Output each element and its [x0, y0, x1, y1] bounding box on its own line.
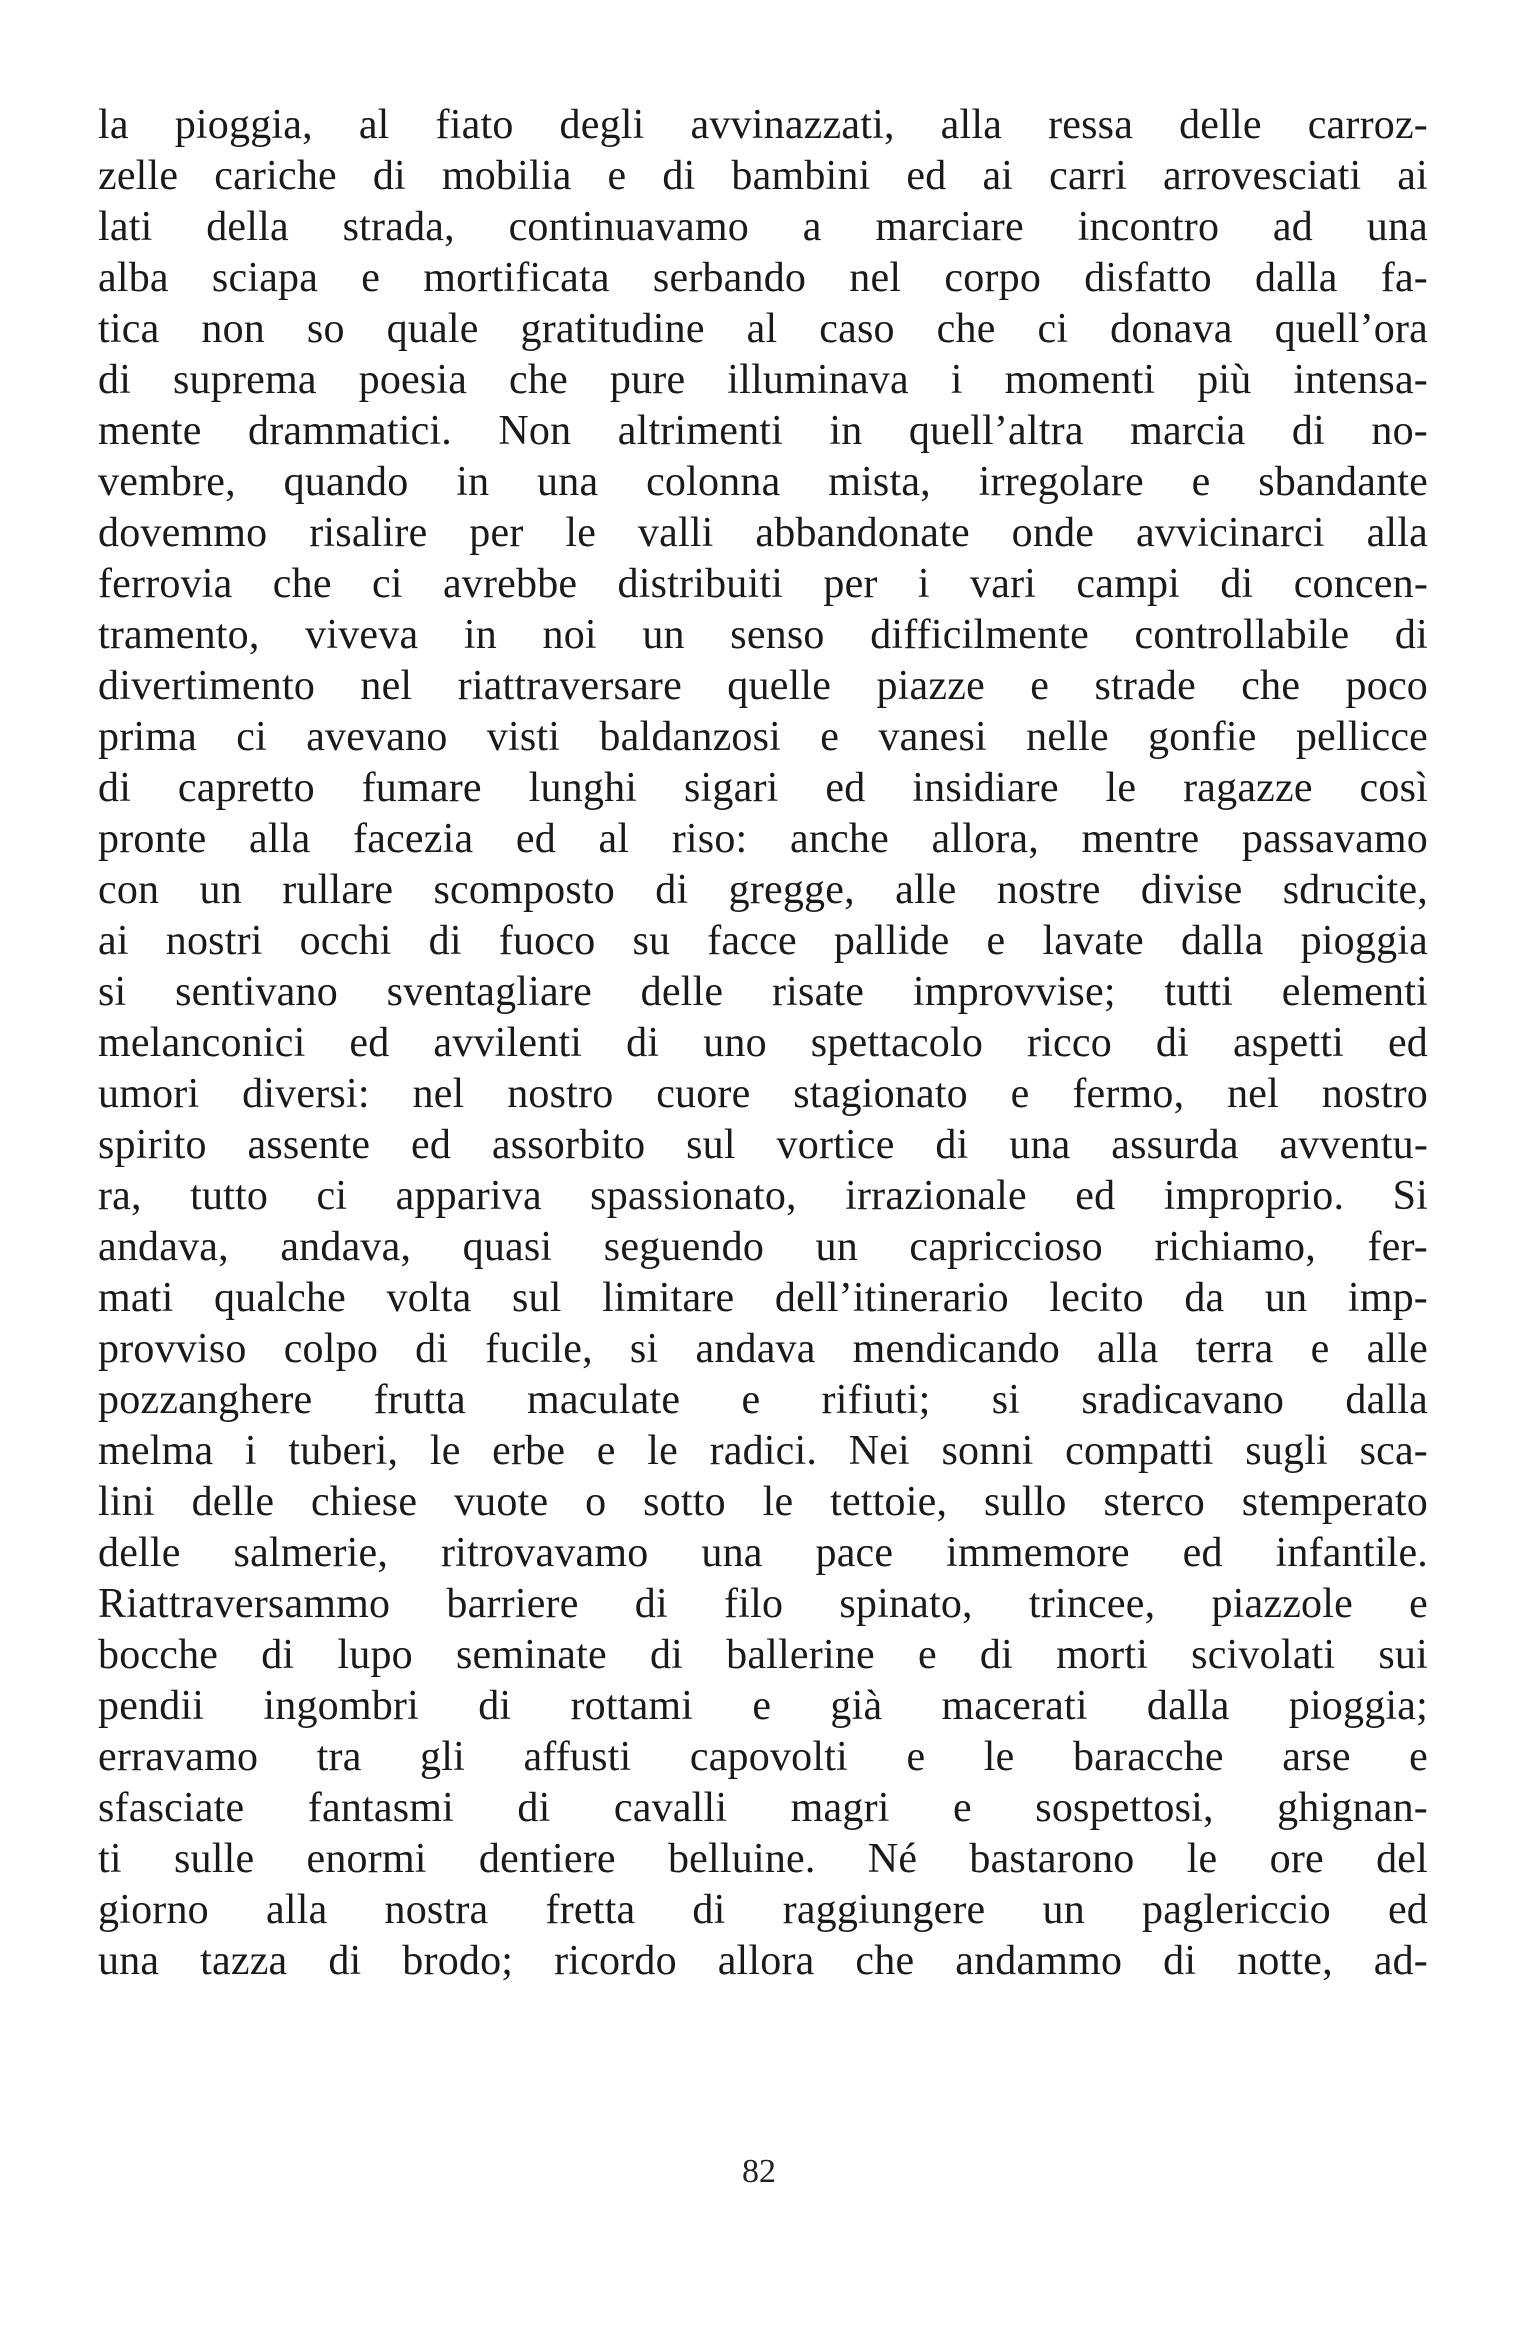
text-line: erravamo tra gli affusti capovolti e le baracche arse e: [98, 1734, 1428, 1780]
text-line: pronte alla facezia ed al riso: anche allora, mentre passavamo: [98, 816, 1428, 862]
text-line: con un rullare scomposto di gregge, alle nostre divise sdrucite,: [98, 867, 1428, 913]
text-line: mati qualche volta sul limitare dell’itinerario lecito da un imp-: [98, 1275, 1428, 1321]
text-line: tramento, viveva in noi un senso difficilmente controllabile di: [98, 612, 1428, 658]
text-line: pozzanghere frutta maculate e rifiuti; si sradicavano dalla: [98, 1377, 1428, 1423]
text-line: melanconici ed avvilenti di uno spettacolo ricco di aspetti ed: [98, 1020, 1428, 1066]
text-line: vembre, quando in una colonna mista, irregolare e sbandante: [98, 459, 1428, 505]
text-line: alba sciapa e mortificata serbando nel corpo disfatto dalla fa-: [98, 255, 1428, 301]
text-line: ferrovia che ci avrebbe distribuiti per i vari campi di concen-: [98, 561, 1428, 607]
text-line: tica non so quale gratitudine al caso che ci donava quell’ora: [98, 306, 1428, 352]
text-line: pendii ingombri di rottami e già macerati dalla pioggia;: [98, 1683, 1428, 1729]
text-line: Riattraversammo barriere di filo spinato, trincee, piazzole e: [98, 1581, 1428, 1627]
text-line: ra, tutto ci appariva spassionato, irrazionale ed improprio. Si: [98, 1173, 1428, 1219]
text-line: si sentivano sventagliare delle risate improvvise; tutti elementi: [98, 969, 1428, 1015]
text-line: melma i tuberi, le erbe e le radici. Nei sonni compatti sugli sca-: [98, 1428, 1428, 1474]
text-line: ai nostri occhi di fuoco su facce pallide e lavate dalla pioggia: [98, 918, 1428, 964]
page-number: 82: [742, 2153, 776, 2190]
text-line: mente drammatici. Non altrimenti in quell’altra marcia di no-: [98, 408, 1428, 454]
text-line: dovemmo risalire per le valli abbandonate onde avvicinarci alla: [98, 510, 1428, 556]
text-line: umori diversi: nel nostro cuore stagionato e fermo, nel nostro: [98, 1071, 1428, 1117]
text-line: sfasciate fantasmi di cavalli magri e sospettosi, ghignan-: [98, 1785, 1428, 1831]
text-line: una tazza di brodo; ricordo allora che andammo di notte, ad-: [98, 1938, 1428, 1984]
text-line: giorno alla nostra fretta di raggiungere un paglericcio ed: [98, 1887, 1428, 1933]
body-text: [98, 100, 1428, 1987]
text-line: la pioggia, al fiato degli avvinazzati, alla ressa delle carroz-: [98, 102, 1428, 148]
text-line: di suprema poesia che pure illuminava i momenti più intensa-: [98, 357, 1428, 403]
text-line: ti sulle enormi dentiere belluine. Né bastarono le ore del: [98, 1836, 1428, 1882]
text-line: lati della strada, continuavamo a marciare incontro ad una: [98, 204, 1428, 250]
text-line: divertimento nel riattraversare quelle piazze e strade che poco: [98, 663, 1428, 709]
text-line: lini delle chiese vuote o sotto le tettoie, sullo sterco stemperato: [98, 1479, 1428, 1525]
text-line: andava, andava, quasi seguendo un capriccioso richiamo, fer-: [98, 1224, 1428, 1270]
text-line: delle salmerie, ritrovavamo una pace immemore ed infantile.: [98, 1530, 1428, 1576]
text-line: di capretto fumare lunghi sigari ed insidiare le ragazze così: [98, 765, 1428, 811]
text-line: spirito assente ed assorbito sul vortice di una assurda avventu-: [98, 1122, 1428, 1168]
text-line: prima ci avevano visti baldanzosi e vanesi nelle gonfie pellicce: [98, 714, 1428, 760]
text-line: zelle cariche di mobilia e di bambini ed ai carri arrovesciati ai: [98, 153, 1428, 199]
text-line: bocche di lupo seminate di ballerine e di morti scivolati sui: [98, 1632, 1428, 1678]
text-line: provviso colpo di fucile, si andava mendicando alla terra e alle: [98, 1326, 1428, 1372]
